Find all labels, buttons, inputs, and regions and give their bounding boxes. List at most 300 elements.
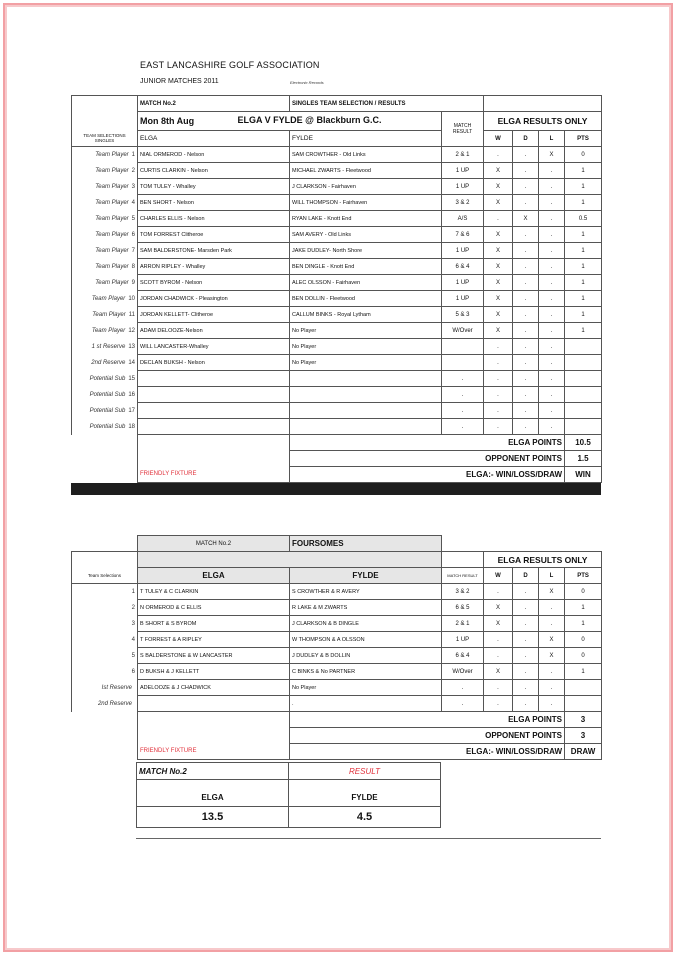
singles-row-label-text: Team Player	[95, 263, 129, 270]
singles-row-label-text: 2nd Reserve	[91, 359, 126, 366]
singles-row-label-text: Team Player	[95, 151, 129, 158]
blank-cell	[72, 712, 138, 728]
singles-match-result: 5 & 3	[442, 307, 484, 323]
singles-draw-mark: .	[513, 371, 539, 387]
singles-row-label	[72, 339, 138, 355]
foursomes-row-label	[72, 696, 138, 712]
singles-row-number: 8	[131, 263, 135, 270]
foursomes-col-w: W	[484, 568, 513, 584]
foursomes-elga-player	[138, 696, 290, 712]
blank-cell	[442, 536, 602, 552]
blank-cell	[138, 435, 290, 451]
foursomes-outcome-label: ELGA:- WIN/LOSS/DRAW	[290, 744, 565, 760]
singles-row-label	[72, 387, 138, 403]
singles-loss-mark: .	[539, 179, 565, 195]
singles-fylde-player: No Player	[290, 323, 442, 339]
singles-fylde-player: J CLARKSON - Fairhaven	[290, 179, 442, 195]
singles-draw-mark: .	[513, 403, 539, 419]
singles-loss-mark: .	[539, 163, 565, 179]
foursomes-elga-points-value: 3	[565, 712, 602, 728]
singles-match-result: .	[442, 403, 484, 419]
foursomes-loss-mark: .	[539, 616, 565, 632]
singles-fylde-player: BEN DINGLE - Knott End	[290, 259, 442, 275]
foursomes-row-label	[72, 664, 138, 680]
singles-loss-mark: .	[539, 339, 565, 355]
fixture-venue-text: ELGA V FYLDE @ Blackburn G.C.	[237, 115, 382, 125]
singles-draw-mark: .	[513, 275, 539, 291]
summary-elga-score: 13.5	[137, 806, 289, 827]
singles-row	[72, 387, 602, 403]
singles-fylde-player: No Player	[290, 355, 442, 371]
foursomes-col-match-result: MATCH RESULT	[442, 568, 484, 584]
foursomes-win-mark: .	[484, 648, 513, 664]
singles-points: 0	[565, 147, 602, 163]
singles-win-mark: .	[484, 387, 513, 403]
singles-row-label-text: Team Player	[95, 199, 129, 206]
foursomes-row-label-text: 2nd Reserve	[97, 700, 132, 707]
singles-row	[72, 195, 602, 211]
col-w: W	[484, 131, 513, 147]
singles-elga-player	[138, 403, 290, 419]
foursomes-fylde-player: W THOMPSON & A OLSSON	[290, 632, 442, 648]
singles-row-number: 15	[128, 375, 135, 382]
foursomes-points: 1	[565, 664, 602, 680]
singles-win-mark: X	[484, 259, 513, 275]
blank-cell	[138, 712, 290, 728]
footer-rule	[136, 838, 601, 839]
foursomes-win-mark: .	[484, 584, 513, 600]
foursomes-row	[72, 584, 602, 600]
singles-loss-mark: X	[539, 147, 565, 163]
blank-cell	[442, 552, 484, 568]
singles-draw-mark: .	[513, 323, 539, 339]
singles-row-label	[72, 307, 138, 323]
foursomes-row-label	[72, 648, 138, 664]
singles-row-label	[72, 275, 138, 291]
singles-points: 1	[565, 243, 602, 259]
singles-elga-player	[138, 371, 290, 387]
foursomes-points	[565, 696, 602, 712]
foursomes-win-mark: X	[484, 600, 513, 616]
singles-elga-player: BEN SHORT - Nelson	[138, 195, 290, 211]
singles-row	[72, 163, 602, 179]
singles-row-label-text: Potential Sub	[89, 391, 126, 398]
foursomes-points: 0	[565, 584, 602, 600]
foursomes-draw-mark: .	[513, 680, 539, 696]
foursomes-outcome-value: DRAW	[565, 744, 602, 760]
foursomes-row-number: 5	[131, 652, 135, 659]
singles-row-number: 14	[128, 359, 135, 366]
singles-win-mark: X	[484, 323, 513, 339]
foursomes-row	[72, 664, 602, 680]
match-result-header: MATCH RESULT	[442, 112, 484, 147]
fixture-venue	[237, 112, 442, 131]
singles-win-mark: X	[484, 275, 513, 291]
foursomes-loss-mark: .	[539, 664, 565, 680]
singles-loss-mark: .	[539, 243, 565, 259]
singles-row-label-text: Team Player	[95, 183, 129, 190]
singles-row	[72, 243, 602, 259]
singles-loss-mark: .	[539, 403, 565, 419]
singles-row-number: 7	[131, 247, 135, 254]
foursomes-fylde-player: R LAKE & M ZWARTS	[290, 600, 442, 616]
singles-win-mark: X	[484, 163, 513, 179]
foursomes-elga-points-label: ELGA POINTS	[290, 712, 565, 728]
foursomes-points	[565, 680, 602, 696]
singles-win-mark: X	[484, 307, 513, 323]
singles-match-result: 6 & 4	[442, 259, 484, 275]
singles-draw-mark: .	[513, 243, 539, 259]
singles-row-label-text: Potential Sub	[89, 423, 126, 430]
foursomes-match-result: W/Over	[442, 664, 484, 680]
singles-fylde-player: MICHAEL ZWARTS - Fleetwood	[290, 163, 442, 179]
team-selections-label: TEAM SELECTIONS SINGLES	[72, 131, 138, 147]
singles-match-result	[442, 339, 484, 355]
outcome-value: WIN	[565, 467, 602, 483]
foursomes-win-mark: .	[484, 632, 513, 648]
foursomes-draw-mark: .	[513, 648, 539, 664]
singles-match-result: 7 & 6	[442, 227, 484, 243]
singles-row	[72, 211, 602, 227]
singles-points: 1	[565, 163, 602, 179]
singles-points: 1	[565, 291, 602, 307]
singles-fylde-player: WILL THOMPSON - Fairhaven	[290, 195, 442, 211]
singles-fylde-player: ALEC OLSSON - Fairhaven	[290, 275, 442, 291]
foursomes-points: 1	[565, 616, 602, 632]
singles-fylde-player: CALLUM BINKS - Royal Lytham	[290, 307, 442, 323]
foursomes-win-mark: .	[484, 696, 513, 712]
col-l: L	[539, 131, 565, 147]
singles-row-label	[72, 227, 138, 243]
singles-table	[71, 95, 602, 483]
foursomes-loss-mark: .	[539, 600, 565, 616]
singles-draw-mark: X	[513, 211, 539, 227]
singles-match-result: 2 & 1	[442, 147, 484, 163]
foursomes-elga-player: S BALDERSTONE & W LANCASTER	[138, 648, 290, 664]
foursomes-fylde-player: .	[290, 696, 442, 712]
singles-points: 1	[565, 307, 602, 323]
singles-win-mark: .	[484, 339, 513, 355]
singles-row-label	[72, 371, 138, 387]
singles-match-result: .	[442, 419, 484, 435]
singles-row	[72, 227, 602, 243]
singles-win-mark: .	[484, 211, 513, 227]
singles-match-result: 1 UP	[442, 163, 484, 179]
singles-row-label-text: 1 st Reserve	[91, 343, 126, 350]
foursomes-row-number: 4	[131, 636, 135, 643]
singles-elga-player: SCOTT BYROM - Nelson	[138, 275, 290, 291]
singles-row	[72, 275, 602, 291]
singles-loss-mark: .	[539, 323, 565, 339]
foursomes-loss-mark: .	[539, 680, 565, 696]
col-pts: PTS	[565, 131, 602, 147]
singles-points: 1	[565, 323, 602, 339]
outcome-label: ELGA:- WIN/LOSS/DRAW	[290, 467, 565, 483]
singles-row-number: 13	[128, 343, 135, 350]
foursomes-elga-player: D BUKSH & J KELLETT	[138, 664, 290, 680]
singles-row-label	[72, 195, 138, 211]
singles-match-result: 3 & 2	[442, 195, 484, 211]
singles-points	[565, 403, 602, 419]
singles-draw-mark: .	[513, 355, 539, 371]
singles-match-result: 1 UP	[442, 179, 484, 195]
foursomes-row-number: 1	[131, 588, 135, 595]
foursomes-points: 1	[565, 600, 602, 616]
blank-cell	[290, 552, 442, 568]
foursomes-row-label	[72, 680, 138, 696]
singles-row-number: 12	[128, 327, 135, 334]
singles-row-number: 18	[128, 423, 135, 430]
singles-match-no: MATCH No.2	[138, 96, 290, 112]
foursomes-col-l: L	[539, 568, 565, 584]
foursomes-table	[71, 535, 602, 760]
match-date: Mon 8th Aug	[138, 112, 290, 131]
foursomes-row	[72, 696, 602, 712]
foursomes-opponent-points-value: 3	[565, 728, 602, 744]
singles-loss-mark: .	[539, 371, 565, 387]
elga-points-label: ELGA POINTS	[290, 435, 565, 451]
foursomes-friendly-fixture: FRIENDLY FIXTURE	[138, 744, 290, 760]
singles-loss-mark: .	[539, 387, 565, 403]
section-divider-bar	[71, 483, 601, 495]
foursomes-loss-mark: .	[539, 696, 565, 712]
foursomes-row-label-text: Ist Reserve	[101, 684, 132, 691]
singles-row-label	[72, 163, 138, 179]
singles-draw-mark: .	[513, 419, 539, 435]
singles-match-result: 1 UP	[442, 291, 484, 307]
singles-row-label-text: Team Player	[95, 231, 129, 238]
foursomes-row-label	[72, 632, 138, 648]
foursomes-draw-mark: .	[513, 696, 539, 712]
blank-cell	[72, 728, 138, 744]
foursomes-draw-mark: .	[513, 616, 539, 632]
singles-row-number: 10	[128, 295, 135, 302]
singles-loss-mark: .	[539, 227, 565, 243]
elga-points-value: 10.5	[565, 435, 602, 451]
singles-elga-player: NIAL ORMEROD - Nelson	[138, 147, 290, 163]
blank-cell	[72, 451, 138, 467]
singles-row-number: 16	[128, 391, 135, 398]
col-elga: ELGA	[138, 131, 290, 147]
foursomes-row-number: 6	[131, 668, 135, 675]
singles-fylde-player	[290, 371, 442, 387]
singles-row-label-text: Team Player	[95, 247, 129, 254]
singles-points	[565, 419, 602, 435]
singles-fylde-player: JAKE DUDLEY- North Shore	[290, 243, 442, 259]
elga-results-only-header: ELGA RESULTS ONLY	[484, 112, 602, 131]
singles-points: 1	[565, 179, 602, 195]
opponent-points-value: 1.5	[565, 451, 602, 467]
singles-loss-mark: .	[539, 291, 565, 307]
singles-row-number: 3	[131, 183, 135, 190]
singles-fylde-player: No Player	[290, 339, 442, 355]
foursomes-row	[72, 632, 602, 648]
singles-draw-mark: .	[513, 163, 539, 179]
blank-cell	[72, 744, 138, 760]
foursomes-row-number: 2	[131, 604, 135, 611]
singles-elga-player: CURTIS CLARKIN - Nelson	[138, 163, 290, 179]
foursomes-points: 0	[565, 648, 602, 664]
foursomes-fylde-player: No Player	[290, 680, 442, 696]
singles-draw-mark: .	[513, 339, 539, 355]
singles-draw-mark: .	[513, 147, 539, 163]
association-title: EAST LANCASHIRE GOLF ASSOCIATION	[140, 60, 320, 70]
singles-row-label-text: Potential Sub	[89, 407, 126, 414]
singles-points	[565, 339, 602, 355]
singles-loss-mark: .	[539, 211, 565, 227]
blank-cell	[72, 467, 138, 483]
singles-row	[72, 419, 602, 435]
foursomes-col-elga: ELGA	[138, 568, 290, 584]
foursomes-row	[72, 600, 602, 616]
blank-cell	[72, 435, 138, 451]
singles-row	[72, 147, 602, 163]
singles-row	[72, 339, 602, 355]
singles-row-label	[72, 243, 138, 259]
col-fylde: FYLDE	[290, 131, 442, 147]
singles-row-number: 11	[128, 311, 135, 318]
foursomes-win-mark: .	[484, 680, 513, 696]
singles-row-label	[72, 291, 138, 307]
singles-points	[565, 355, 602, 371]
singles-win-mark: .	[484, 147, 513, 163]
singles-fylde-player	[290, 387, 442, 403]
foursomes-elga-player: T TULEY & C CLARKIN	[138, 584, 290, 600]
foursomes-row	[72, 616, 602, 632]
singles-match-result: 1 UP	[442, 275, 484, 291]
singles-row	[72, 403, 602, 419]
singles-elga-player	[138, 387, 290, 403]
singles-points	[565, 371, 602, 387]
foursomes-match-result: .	[442, 696, 484, 712]
singles-win-mark: X	[484, 195, 513, 211]
foursomes-loss-mark: X	[539, 632, 565, 648]
foursomes-draw-mark: .	[513, 664, 539, 680]
singles-row-label	[72, 403, 138, 419]
singles-row-label-text: Team Player	[91, 295, 126, 302]
singles-elga-player: JORDAN CHADWICK - Pleasington	[138, 291, 290, 307]
singles-row	[72, 291, 602, 307]
foursomes-elga-player: N ORMEROD & C ELLIS	[138, 600, 290, 616]
singles-row-label	[72, 419, 138, 435]
document-subtitle: JUNIOR MATCHES 2011	[140, 78, 219, 85]
singles-win-mark: .	[484, 419, 513, 435]
foursomes-col-fylde: FYLDE	[290, 568, 442, 584]
singles-row	[72, 371, 602, 387]
summary-elga-label: ELGA	[137, 780, 289, 802]
singles-row	[72, 355, 602, 371]
foursomes-rows	[72, 584, 602, 712]
records-note: Electronic Records	[290, 80, 324, 85]
singles-row-label	[72, 211, 138, 227]
friendly-fixture-label: FRIENDLY FIXTURE	[138, 467, 290, 483]
singles-loss-mark: .	[539, 275, 565, 291]
blank-cell	[138, 451, 290, 467]
singles-row-label	[72, 259, 138, 275]
singles-loss-mark: .	[539, 195, 565, 211]
singles-row-label-text: Team Player	[95, 167, 129, 174]
foursomes-match-result: .	[442, 680, 484, 696]
singles-elga-player: ARRON RIPLEY - Whalley	[138, 259, 290, 275]
opponent-points-label: OPPONENT POINTS	[290, 451, 565, 467]
foursomes-row-label	[72, 616, 138, 632]
foursomes-win-mark: X	[484, 664, 513, 680]
singles-row-number: 9	[131, 279, 135, 286]
singles-draw-mark: .	[513, 227, 539, 243]
foursomes-row-label	[72, 600, 138, 616]
singles-draw-mark: .	[513, 291, 539, 307]
singles-row-number: 6	[131, 231, 135, 238]
singles-win-mark: X	[484, 243, 513, 259]
blank-cell	[72, 112, 138, 131]
foursomes-fylde-player: J CLARKSON & B DINGLE	[290, 616, 442, 632]
singles-elga-player: WILL LANCASTER-Whalley	[138, 339, 290, 355]
singles-draw-mark: .	[513, 387, 539, 403]
singles-fylde-player: BEN DOLLIN - Fleetwood	[290, 291, 442, 307]
singles-win-mark: .	[484, 371, 513, 387]
blank-cell	[138, 728, 290, 744]
singles-points: 1	[565, 227, 602, 243]
foursomes-match-result: 6 & 5	[442, 600, 484, 616]
foursomes-match-result: 6 & 4	[442, 648, 484, 664]
foursomes-win-mark: X	[484, 616, 513, 632]
foursomes-fylde-player: C BINKS & No PARTNER	[290, 664, 442, 680]
singles-match-result: .	[442, 387, 484, 403]
foursomes-opponent-points-label: OPPONENT POINTS	[290, 728, 565, 744]
singles-elga-player: DECLAN BUKSH - Nelson	[138, 355, 290, 371]
foursomes-match-result: 1 UP	[442, 632, 484, 648]
singles-win-mark: X	[484, 179, 513, 195]
foursomes-draw-mark: .	[513, 600, 539, 616]
foursomes-points: 0	[565, 632, 602, 648]
foursomes-row-label	[72, 584, 138, 600]
singles-fylde-player: RYAN LAKE - Knott End	[290, 211, 442, 227]
foursomes-col-pts: PTS	[565, 568, 602, 584]
blank-cell	[72, 536, 138, 552]
singles-elga-player: JORDAN KELLETT- Clitheroe	[138, 307, 290, 323]
singles-row-number: 17	[128, 407, 135, 414]
foursomes-row-number: 3	[131, 620, 135, 627]
singles-loss-mark: .	[539, 355, 565, 371]
singles-fylde-player	[290, 419, 442, 435]
singles-rows	[72, 147, 602, 435]
singles-elga-player: CHARLES ELLIS - Nelson	[138, 211, 290, 227]
singles-row-label	[72, 323, 138, 339]
foursomes-match-result: 2 & 1	[442, 616, 484, 632]
singles-points: 1	[565, 275, 602, 291]
foursomes-loss-mark: X	[539, 584, 565, 600]
singles-row-label-text: Team Player	[95, 215, 129, 222]
foursomes-elga-player: T FORREST & A RIPLEY	[138, 632, 290, 648]
blank-cell	[72, 552, 138, 568]
singles-fylde-player	[290, 403, 442, 419]
foursomes-fylde-player: J DUDLEY & B DOLLIN	[290, 648, 442, 664]
foursomes-row	[72, 680, 602, 696]
singles-row-label-text: Team Player	[92, 311, 126, 318]
singles-draw-mark: .	[513, 307, 539, 323]
singles-win-mark: .	[484, 355, 513, 371]
singles-elga-player: TOM FORREST Clitheroe	[138, 227, 290, 243]
singles-elga-player	[138, 419, 290, 435]
singles-win-mark: .	[484, 403, 513, 419]
foursomes-draw-mark: .	[513, 632, 539, 648]
blank-cell	[484, 96, 602, 112]
foursomes-elga-player: B SHORT & S BYROM	[138, 616, 290, 632]
foursomes-col-d: D	[513, 568, 539, 584]
singles-match-result: 1 UP	[442, 243, 484, 259]
summary-fylde-score: 4.5	[289, 806, 441, 827]
foursomes-row	[72, 648, 602, 664]
